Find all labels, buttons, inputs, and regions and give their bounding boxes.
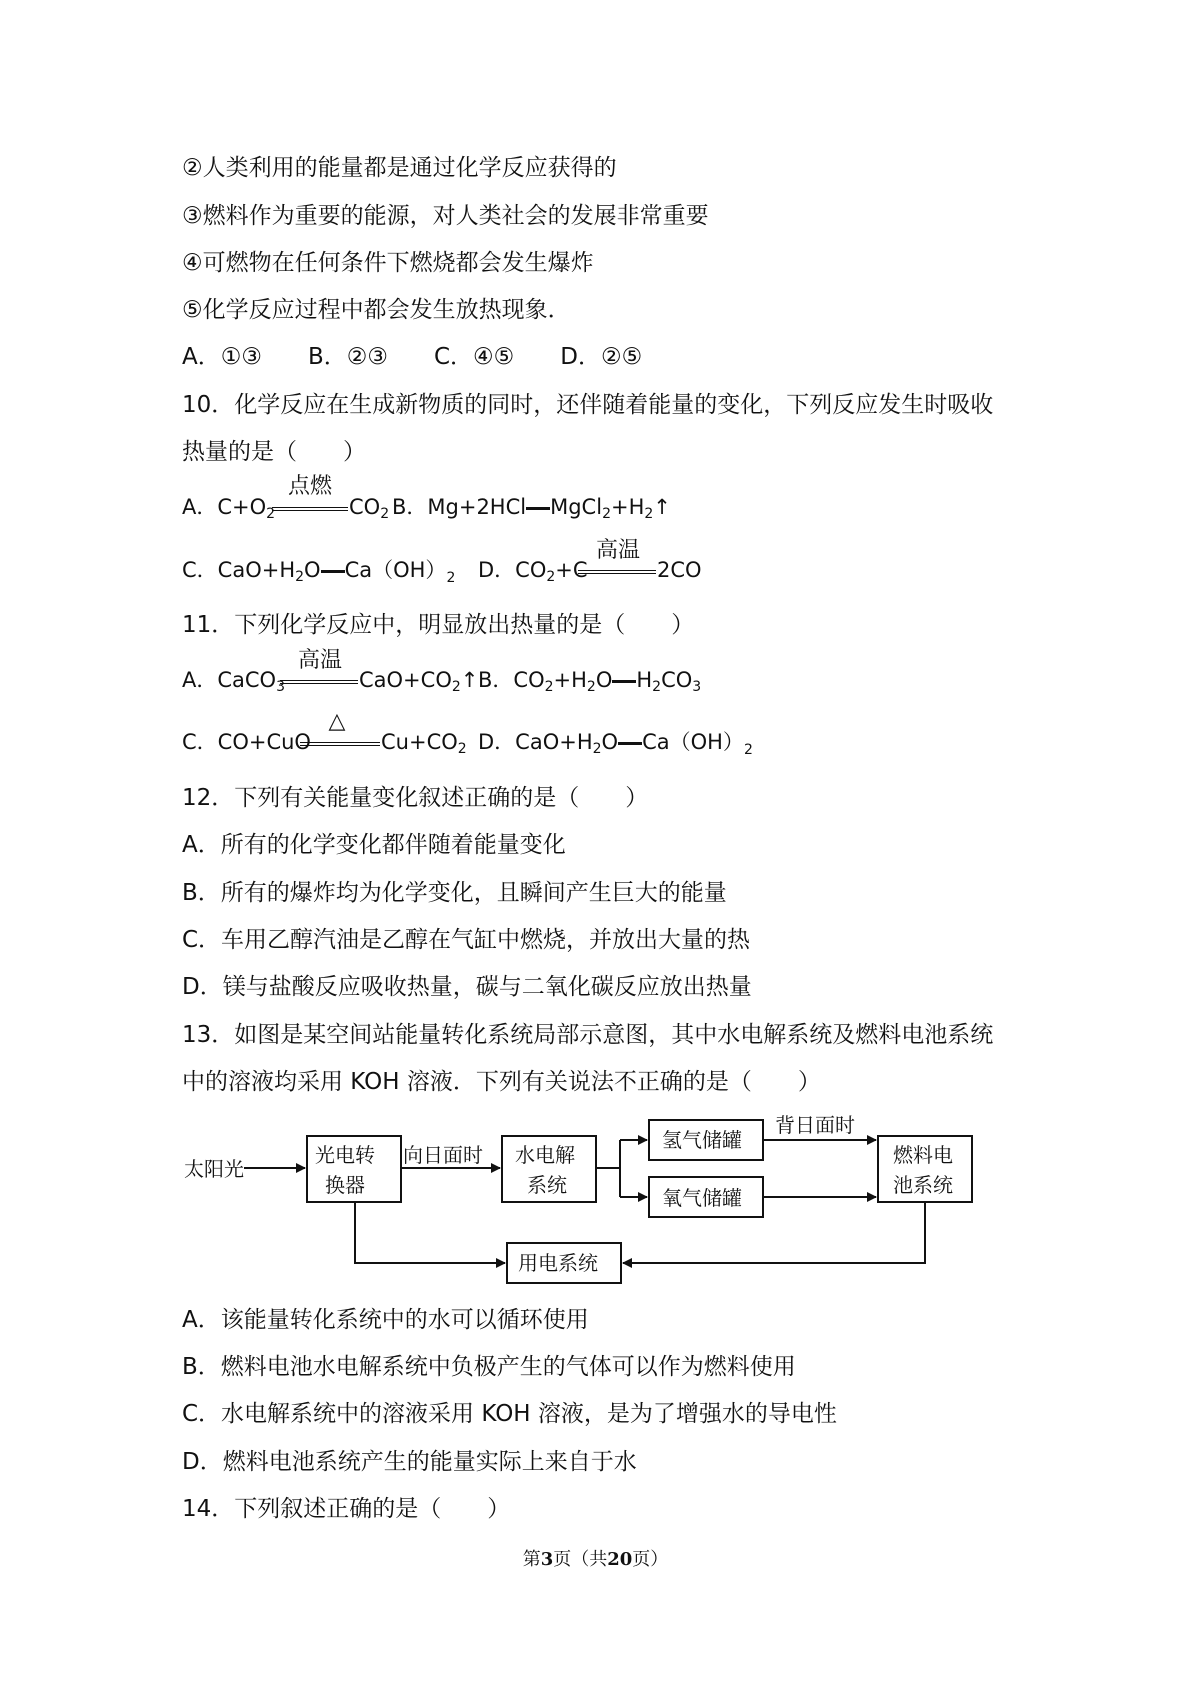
night-facing-label: 背日面时 [775,1113,855,1137]
q9-options: A．①③ B．②③ C．④⑤ D．②⑤ [182,344,643,370]
q13-option-d: D．燃料电池系统产生的能量实际上来自于水 [182,1449,637,1475]
condition-high-temp: 高温 [297,648,342,673]
q12-option-d: D．镁与盐酸反应吸收热量，碳与二氧化碳反应放出热量 [182,974,752,1000]
condition-high-temp: 高温 [595,538,640,563]
q11-stem: 11．下列化学反应中，明显放出热量的是（ ） [182,612,695,638]
consumer-label: 用电系统 [518,1251,598,1275]
condition-heat: △ [328,709,346,734]
fuel-cell-label-1: 燃料电 [893,1143,953,1167]
q13-stem-line1: 13．如图是某空间站能量转化系统局部示意图，其中水电解系统及燃料电池系统 [182,1022,994,1048]
q13-stem-line2: 中的溶液均采用 KOH 溶液．下列有关说法不正确的是（ ） [182,1069,821,1095]
q13-option-c: C．水电解系统中的溶液采用 KOH 溶液，是为了增强水的导电性 [182,1401,837,1427]
electrolysis-label-2: 系统 [527,1173,567,1197]
q13-option-a: A．该能量转化系统中的水可以循环使用 [182,1307,589,1333]
q10-option-b: B．Mg+2HCl $MgCl_2+H_2↑$ [392,495,671,522]
sunlight-label: 太阳光 [184,1157,244,1181]
day-facing-label: 向日面时 [403,1143,483,1167]
h2-storage-label: 氢气储罐 [662,1128,742,1152]
statement-3: ③燃料作为重要的能源，对人类社会的发展非常重要 [182,203,709,229]
q12-option-b: B．所有的爆炸均为化学变化，且瞬间产生巨大的能量 [182,880,727,906]
q11-option-d: D．$CaO+H_2O$ $Ca(OH)_2$ [478,730,753,758]
q11-option-b: B．$CO_2+H_2O$ $H_2CO_3$ [478,668,702,695]
condition-ignite: 点燃 [287,474,332,499]
pv-converter-label-1: 光电转 [315,1143,375,1167]
q10-option-c: C．$CaO+H_2O$ $Ca(OH)_2$ [182,558,456,586]
statement-5: ⑤化学反应过程中都会发生放热现象． [182,297,571,323]
q10-stem-line2: 热量的是（ ） [182,439,366,465]
q12-stem: 12．下列有关能量变化叙述正确的是（ ） [182,785,649,811]
page-total: 20 [607,1549,633,1570]
o2-storage-label: 氧气储罐 [662,1186,742,1210]
q12-option-a: A．所有的化学变化都伴随着能量变化 [182,832,566,858]
statement-4: ④可燃物在任何条件下燃烧都会发生爆炸 [182,250,594,276]
statement-2: ②人类利用的能量都是通过化学反应获得的 [182,155,617,181]
q14-stem: 14．下列叙述正确的是（ ） [182,1496,511,1522]
q13-option-b: B．燃料电池水电解系统中负极产生的气体可以作为燃料使用 [182,1354,796,1380]
fuel-cell-label-2: 池系统 [893,1173,953,1197]
q12-option-c: C．车用乙醇汽油是乙醇在气缸中燃烧，并放出大量的热 [182,927,751,953]
page-footer: 第3页（共20页） [522,1549,669,1570]
electrolysis-label-1: 水电解 [515,1143,575,1167]
q10-stem-line1: 10．化学反应在生成新物质的同时，还伴随着能量的变化，下列反应发生时吸收 [182,392,994,418]
pv-converter-label-2: 换器 [325,1173,365,1197]
page-number: 3 [540,1549,554,1570]
